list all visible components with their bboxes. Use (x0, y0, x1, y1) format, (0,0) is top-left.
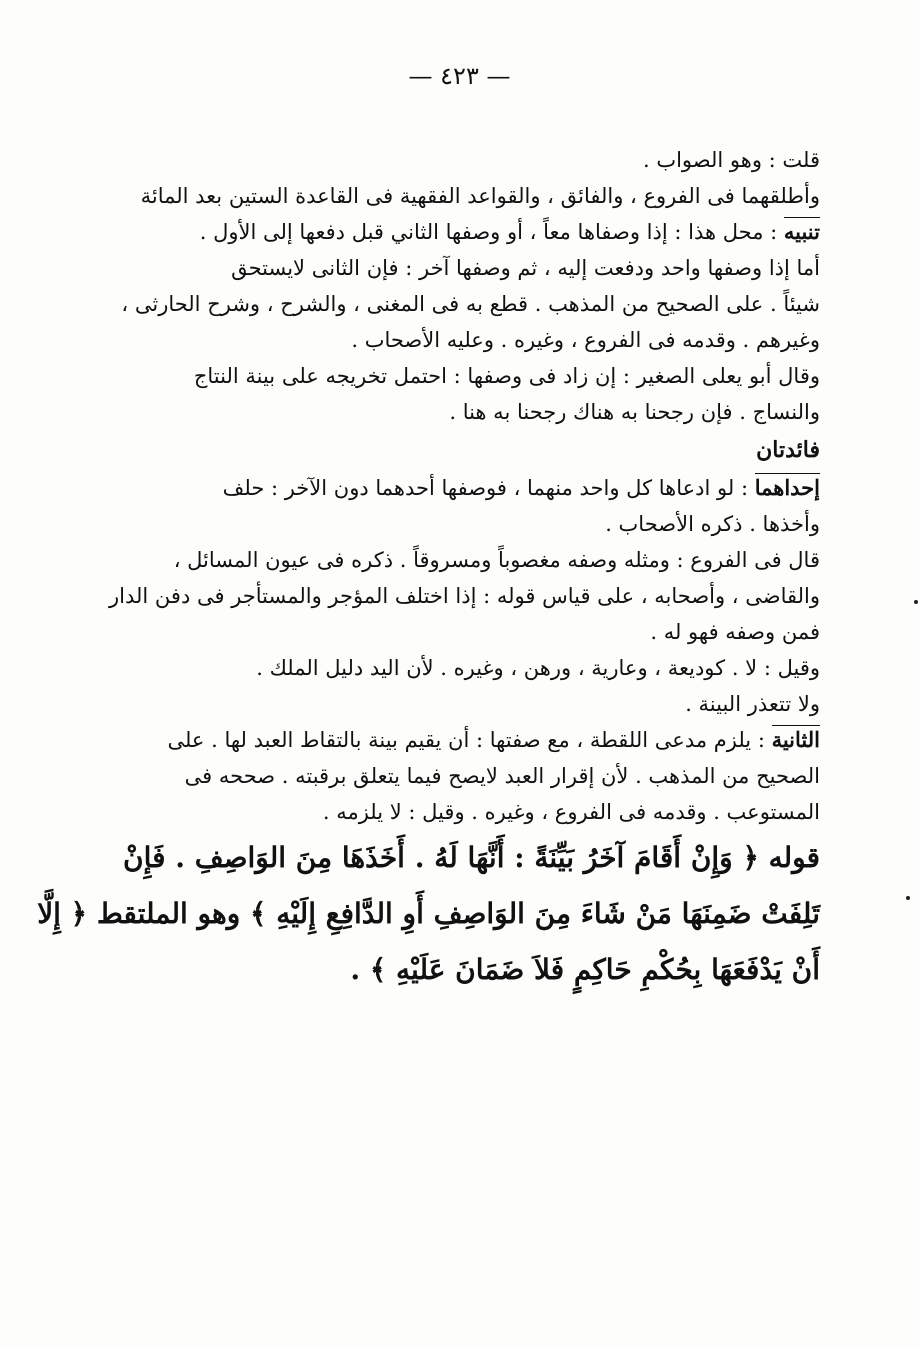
text-line: قال فى الفروع : ومثله وصفه مغصوباً ومسروقاً . ذكره فى عيون المسائل ، (173, 548, 820, 572)
text-line: أما إذا وصفها واحد ودفعت إليه ، ثم وصفها آخر : فإن الثانى لايستحق (231, 256, 820, 280)
second-keyword: الثانية (771, 727, 820, 752)
text-line: والنساج . فإن رجحنا به هناك رجحنا به هنا . (449, 400, 820, 424)
text-line: والقاضى ، وأصحابه ، على قياس قوله : إذا اختلف المؤجر والمستأجر فى دفن الدار (109, 584, 820, 608)
quoted-text-line: قوله ﴿ وَإِنْ أَقَامَ آخَرُ بَيِّنَةً : أَنَّهَا لَهُ . أَخَذَهَا مِنَ الوَاصِفِ . فَإِنْ (123, 841, 820, 874)
text-line: وغيرهم . وقدمه فى الفروع ، وغيره . وعليه الأصحاب . (351, 328, 820, 352)
text-line: وقيل : لا . كوديعة ، وعارية ، ورهن ، وغيره . لأن اليد دليل الملك . (256, 656, 820, 680)
text-line (180, 214, 820, 250)
margin-speck (906, 896, 910, 900)
text-line (167, 722, 820, 758)
quoted-text-line: تَلِفَتْ ضَمِنَهَا مَنْ شَاءَ مِنَ الوَاصِفِ أَوِ الدَّافِعِ إِلَيْهِ ﴾ وهو الملتقط ﴿ إِلَّا (37, 897, 820, 930)
text-line: شيئاً . على الصحيح من المذهب . قطع به فى المغنى ، والشرح ، وشرح الحارثى ، (121, 292, 820, 316)
text-line-rest: : محل هذا : إذا وصفاها معاً ، أو وصفها الثاني قبل دفعها إلى الأول . (199, 220, 784, 244)
text-line: قلت : وهو الصواب . (642, 148, 820, 172)
quoted-text-line: أَنْ يَدْفَعَهَا بِحُكْمِ حَاكِمٍ فَلاَ ضَمَانَ عَلَيْهِ ﴾ . (350, 953, 820, 986)
text-line: وقال أبو يعلى الصغير : إن زاد فى وصفها : احتمل تخريجه على بينة النتاج (193, 364, 820, 388)
text-line: وأخذها . ذكره الأصحاب . (605, 512, 820, 536)
text-line: الصحيح من المذهب . لأن إقرار العبد لايصح فيما يتعلق برقبته . صححه فى (184, 764, 820, 788)
page-number: — ٤٢٣ — (408, 62, 511, 90)
section-heading: فائدتان (756, 437, 820, 463)
text-line-rest: : لو ادعاها كل واحد منهما ، فوصفها أحدهما دون الآخر : حلف (222, 476, 755, 500)
text-line-rest: : يلزم مدعى اللقطة ، مع صفتها : أن يقيم بينة بالتقاط العبد لها . على (167, 728, 772, 752)
text-line: ولا تتعذر البينة . (685, 692, 820, 716)
body-text (37, 142, 820, 998)
text-line (180, 470, 820, 506)
margin-speck (914, 600, 918, 604)
first-keyword: إحداهما (754, 475, 820, 500)
text-line: المستوعب . وقدمه فى الفروع ، وغيره . وقيل : لا يلزمه . (322, 800, 820, 824)
text-line: وأطلقهما فى الفروع ، والفائق ، والقواعد الفقهية فى القاعدة الستين بعد المائة (140, 184, 820, 208)
text-line: فمن وصفه فهو له . (650, 620, 820, 644)
note-keyword: تنبيه (783, 219, 820, 244)
